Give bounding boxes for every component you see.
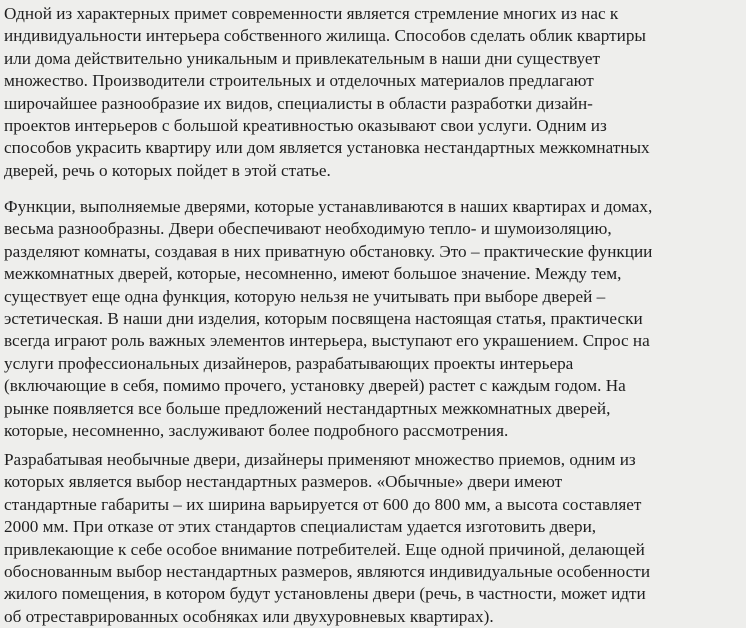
- paragraph-line: индивидуальности интерьера собственного жилища. Способов сделать облик квартиры: [4, 26, 646, 46]
- paragraph-line: об отреставрированных особняках или двухуровневых квартирах).: [4, 606, 494, 626]
- paragraph-line: способов украсить квартиру или дом является установка нестандартных межкомнатных: [4, 138, 650, 158]
- article-paragraph-1: [4, 3, 650, 182]
- paragraph-line: Функции, выполняемые дверями, которые устанавливаются в наших квартирах и домах,: [4, 197, 653, 216]
- paragraph-line: существует еще одна функция, которую нельзя не учитывать при выборе дверей –: [4, 286, 606, 306]
- paragraph-line: услуги профессиональных дизайнеров, разрабатывающих проекты интерьера: [4, 353, 574, 373]
- paragraph-line: Разрабатывая необычные двери, дизайнеры применяют множество приемов, одним из: [4, 450, 636, 469]
- paragraph-line: широчайшее разнообразие их видов, специалисты в области разработки дизайн-: [4, 93, 593, 113]
- article-paragraph-2: [4, 196, 652, 442]
- paragraph-line: которых является выбор нестандартных размеров. «Обычные» двери имеют: [4, 472, 563, 492]
- paragraph-line: привлекающие к себе особое внимание потребителей. Еще одной причиной, делающей: [4, 539, 645, 559]
- article-paragraph-3: [4, 449, 650, 628]
- paragraph-line: дверей, речь о которых пойдет в этой статье.: [4, 160, 331, 180]
- paragraph-line: эстетическая. В наши дни изделия, которым посвящена настоящая статья, практически: [4, 309, 643, 329]
- paragraph-line: стандартные габариты – их ширина варьируется от 600 до 800 мм, а высота составляет: [4, 494, 642, 514]
- paragraph-line: всегда играют роль важных элементов интерьера, выступают его украшением. Спрос на: [4, 331, 650, 351]
- paragraph-line: 2000 мм. При отказе от этих стандартов специалистам удается изготовить двери,: [4, 517, 597, 537]
- paragraph-line: Одной из характерных примет современности является стремление многих из нас к: [4, 4, 619, 23]
- paragraph-line: рынке появляется все больше предложений нестандартных межкомнатных дверей,: [4, 398, 611, 418]
- paragraph-line: которые, несомненно, заслуживают более подробного рассмотрения.: [4, 421, 509, 441]
- paragraph-line: множество. Производители строительных и отделочных материалов предлагают: [4, 71, 594, 91]
- paragraph-line: или дома действительно уникальным и привлекательным в наши дни существует: [4, 48, 601, 68]
- paragraph-line: жилого помещения, в котором будут установлены двери (речь, в частности, может идти: [4, 584, 646, 604]
- paragraph-line: межкомнатных дверей, которые, несомненно, имеют большое значение. Между тем,: [4, 264, 622, 284]
- paragraph-line: проектов интерьеров с большой креативностью оказывают свои услуги. Одним из: [4, 116, 607, 136]
- paragraph-line: разделяют комнаты, создавая в них приватную обстановку. Это – практические функции: [4, 241, 653, 261]
- paragraph-line: обоснованным выбор нестандартных размеров, являются индивидуальные особенности: [4, 562, 651, 582]
- paragraph-line: (включающие в себя, помимо прочего, установку дверей) растет с каждым годом. На: [4, 376, 626, 396]
- paragraph-line: весьма разнообразны. Двери обеспечивают необходимую тепло- и шумоизоляцию,: [4, 219, 612, 239]
